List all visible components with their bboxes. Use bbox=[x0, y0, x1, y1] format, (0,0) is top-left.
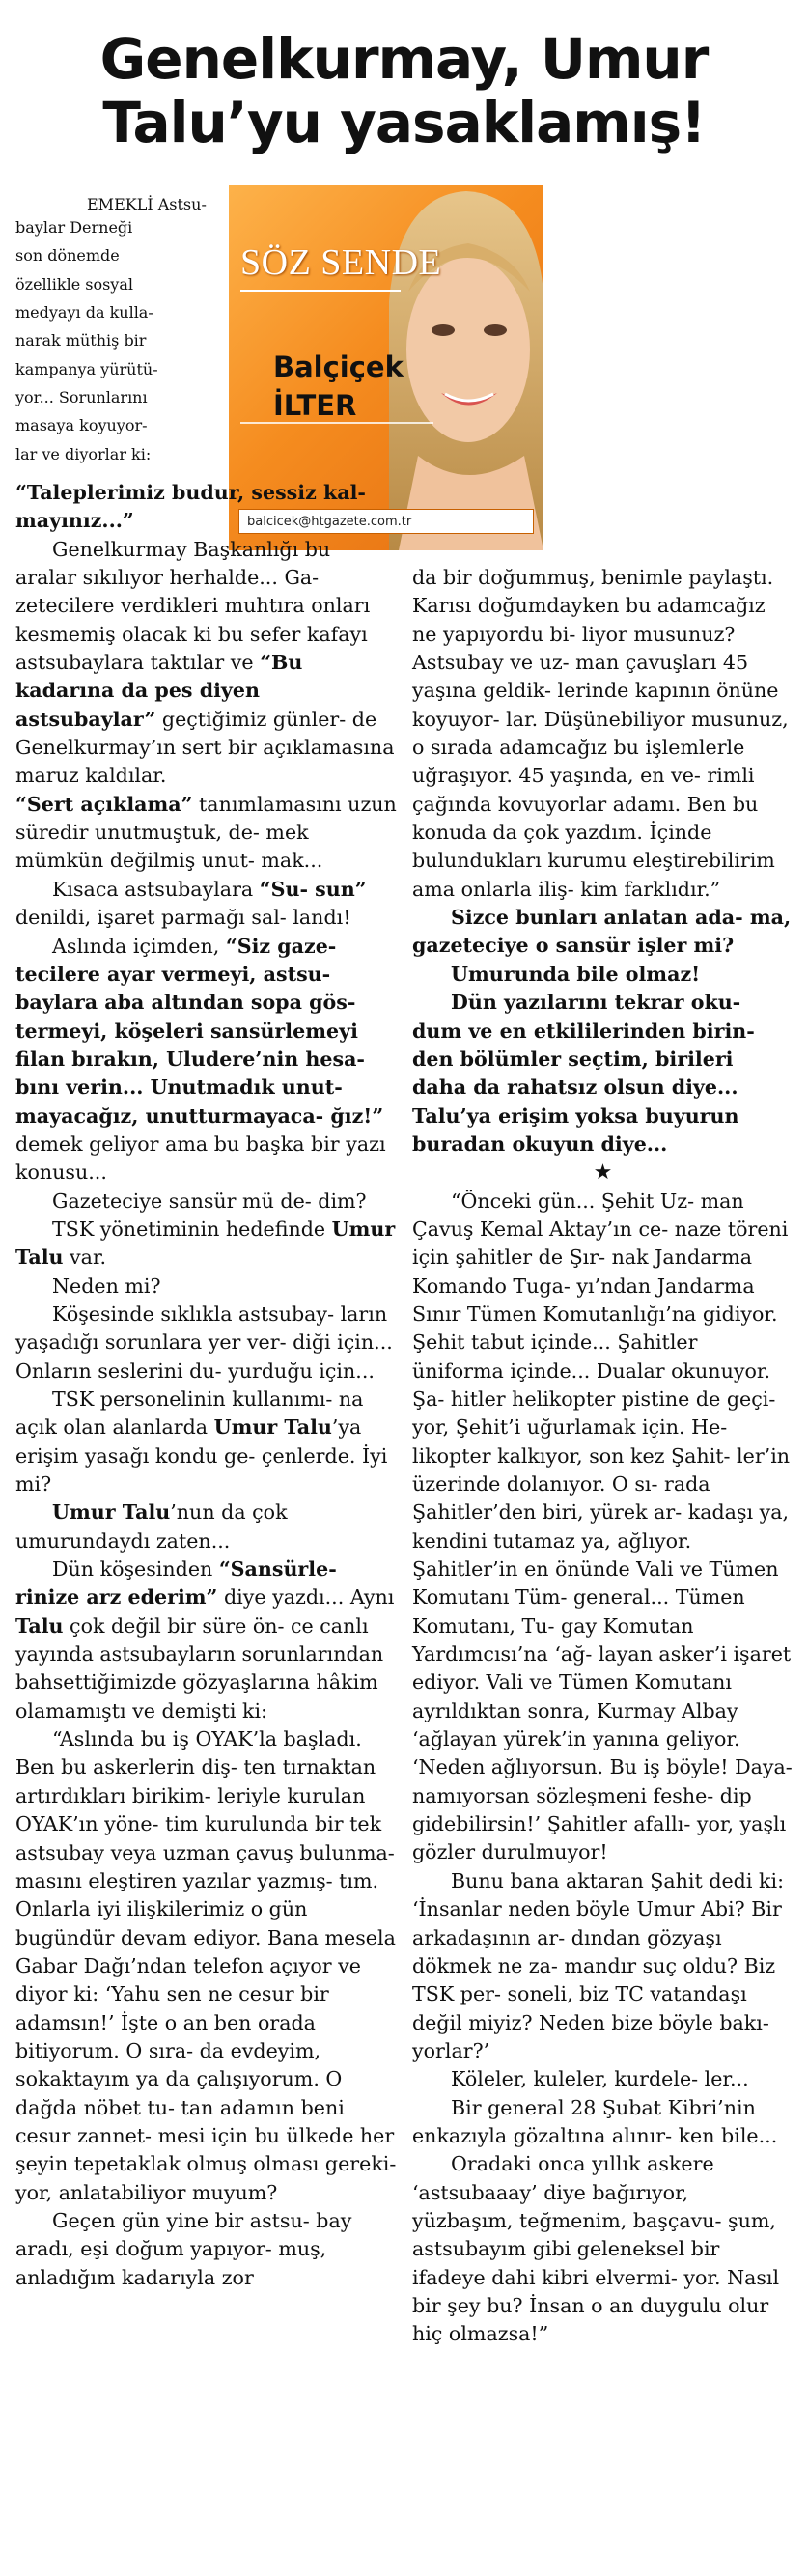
paragraph bbox=[15, 536, 397, 791]
article-headline bbox=[19, 27, 789, 154]
paragraph-text: tanımlamasını uzun süredir unutmuştuk, de- mek mümkün değilmiş unut- mak... bbox=[15, 792, 397, 873]
intro-line: lar ve diyorlar ki: bbox=[15, 444, 152, 463]
intro-line: baylar Derneği bbox=[15, 218, 133, 237]
column-right bbox=[412, 564, 794, 2349]
paragraph bbox=[412, 961, 794, 989]
paragraph bbox=[15, 1498, 397, 1555]
paragraph bbox=[412, 2065, 794, 2093]
paragraph bbox=[15, 1725, 397, 2207]
paragraph-text: geçtiğimiz günler- de Genelkurmay’ın sert bir açıklamasına maruz kaldılar. bbox=[15, 707, 395, 788]
paragraph-text: “Aslında bu iş OYAK’la başladı. Ben bu askerlerin diş- ten tırnaktan artırdıkları birikim- leriyle kurulan OYAK’ın yöne- tim kurulunda bir tek astsubay veya uzman çavuş bulunma- masını eleştiren yazılar yazmış- tım. Onlarla iyi ilişkilerimiz o gün bugündür devam ediyor. Bana mesela Gabar Dağı’ndan telefon açıyor ve diyor ki: ‘Yahu sen ne cesur bir adamsın!’ İşte o an ben orada bitiyorum. O sıra- da evdeyim, sokaktayım ya da çalışıyorum. O dağda nöbet tu- tan adamın beni cesur zannet- mesi için bu ülkede her şeyin tepetaklak olmuş olması gereki- yor, anlatabiliyor muyum? bbox=[15, 1727, 397, 2204]
bold-phrase: “Sansürle- rinize arz ederim” bbox=[15, 1557, 337, 1610]
paragraph-text: Aslında içimden, bbox=[52, 934, 220, 958]
paragraph-text: Genelkurmay Başkanlığı bu aralar sıkılıyor herhalde... Ga- zetecilere verdikleri muhtıra onları kesmemiş olacak ki bu sefer kafayı astsubaylara taktılar ve bbox=[15, 537, 371, 675]
column-left bbox=[15, 479, 397, 2292]
paragraph bbox=[412, 1188, 794, 1867]
paragraph bbox=[412, 989, 794, 1159]
paragraph-text: ’nun da çok umurundaydı zaten... bbox=[15, 1500, 288, 1553]
bold-answer: Umurunda bile olmaz! bbox=[451, 962, 701, 986]
paragraph-text: Bir general 28 Şubat Kibri’nin enkazıyla gözaltına alınır- ken bile... bbox=[412, 2095, 778, 2147]
headline-line-2: Talu’yu yasaklamış! bbox=[102, 90, 706, 155]
star-divider-icon: ★ bbox=[593, 1161, 613, 1186]
intro-line: yor... Sorunlarını bbox=[15, 388, 148, 407]
paragraph-text: Köleler, kuleler, kurdele- ler... bbox=[451, 2067, 749, 2091]
headline-line-1: Genelkurmay, Umur bbox=[99, 26, 709, 92]
bold-phrase: “Siz gaze- tecilere ayar vermeyi, astsu- baylara aba altından sopa gös- termeyi, köşeleri sansürlemeyi filan bırakın, Uludere’nin hesa- bını verin... Unutmadık unut- mayacağız, unutturmayaca- ğız!” bbox=[15, 934, 384, 1128]
paragraph-text: çok değil bir süre ön- ce canlı yayında astsubayların sorunlarından bahsettiğimizde gözyaşlarına hâkim olamamıştı ve demişti ki: bbox=[15, 1613, 384, 1722]
paragraph-text: Geçen gün yine bir astsu- bay aradı, eşi doğum yapıyor- muş, anladığım kadarıyla zor bbox=[15, 2208, 352, 2289]
paragraph bbox=[15, 876, 397, 933]
paragraph bbox=[15, 2207, 397, 2292]
column-brand: SÖZ SENDE bbox=[240, 242, 442, 283]
paragraph bbox=[412, 1867, 794, 2065]
author-last-name: İLTER bbox=[273, 389, 357, 422]
paragraph-text: Bunu bana aktaran Şahit dedi ki: ‘İnsanlar neden böyle Umur Abi? Bir arkadaşının ar- dından gözyaşı dökmek ne za- mandır suç oldu? Biz TSK per- soneli, biz TC vatandaşı değil miyiz? Neden bize böyle bakı- yorlar?’ bbox=[412, 1868, 785, 2062]
bold-phrase: “Su- sun” bbox=[259, 877, 367, 901]
paragraph bbox=[412, 2150, 794, 2348]
paragraph-text: Neden mi? bbox=[52, 1274, 161, 1298]
paragraph-text: ’ya erişim yasağı kondu ge- çenlerde. İyi mi? bbox=[15, 1415, 388, 1497]
paragraph bbox=[412, 564, 794, 904]
bold-name: Talu bbox=[15, 1613, 64, 1638]
bold-name: Umur Talu bbox=[52, 1500, 171, 1525]
author-email: balcicek@htgazete.com.tr bbox=[238, 509, 534, 534]
intro-line: özellikle sosyal bbox=[15, 274, 133, 294]
paragraph-text: Oradaki onca yıllık askere ‘astsubaaay’ diye bağırıyor, yüzbaşım, teğmenim, başçavu- şum, astsubayım gibi geleneksel bir ifadeye dahi kibri elvermi- yor. Nasıl bir şey bu? İnsan o an duygulu olur hiç olmazsa!” bbox=[412, 2152, 780, 2346]
paragraph bbox=[412, 904, 794, 961]
paragraph bbox=[15, 1216, 397, 1273]
bold-phrase: “Sert açıklama” bbox=[15, 792, 193, 816]
paragraph-text: TSK personelinin kullanımı- na açık olan alanlarda bbox=[15, 1387, 364, 1440]
bold-paragraph: Dün yazılarını tekrar oku- dum ve en etkililerinden birin- den bölümler seçtim, birileri daha da rahatsız olsun diye... Talu’ya erişim yoksa buyurun buradan okuyun diye... bbox=[412, 991, 755, 1156]
bold-quote: “Taleplerimiz budur, sessiz kal- mayınız...” bbox=[15, 481, 366, 533]
paragraph bbox=[15, 1273, 397, 1301]
paragraph-text: denildi, işaret parmağı sal- landı! bbox=[15, 906, 351, 930]
bold-name: Umur Talu bbox=[15, 1217, 396, 1270]
paragraph-text: “Önceki gün... Şehit Uz- man Çavuş Kemal Aktay’ın ce- naze töreni için şahitler de Şır- nak Jandarma Komando Tuga- yı’ndan Jandarma Sınır Tümen Komutanlığı’na gidiyor. Şehit tabut içinde... Şahitler üniforma içinde... Dualar okunuyor. Şa- hitler helikopter pistine de geçi- yor, Şehit’i uğurlamak için. He- likopter kalkıyor, son kez Şahit- ler’in üzerinde dolanıyor. O sı- rada Şahitler’den biri, yürek ar- kadaşı ya, kendini tutamaz ya, ağlıyor. Şahitler’in en önünde Vali ve Tümen Komutanı Tüm- general... Tümen Komutanı, Tu- gay Komutan Yardımcısı’na ‘ağ- layan asker’i işaret ediyor. Vali ve Tümen Komutanı ayrıldıktan sonra, Kurmay Albay ‘ağlayan yürek’in yanına geliyor. ‘Neden ağlıyorsun. Bu iş böyle! Daya- namıyorsan sözleşmeni feshe- dip gidebilirsin!’ Şahitler afallı- yor, yaşlı gözler durulmuyor! bbox=[412, 1189, 793, 1864]
paragraph-text: demek geliyor ama bu başka bir yazı konusu... bbox=[15, 1132, 386, 1185]
paragraph-text: Kısaca astsubaylara bbox=[52, 877, 254, 901]
intro-line: medyayı da kulla- bbox=[15, 303, 153, 322]
bold-name: Umur Talu bbox=[213, 1415, 332, 1440]
paragraph bbox=[15, 1301, 397, 1386]
paragraph bbox=[15, 1188, 397, 1216]
intro-wrapped-lines bbox=[15, 195, 397, 479]
bold-phrase: “Bu kadarına da pes diyen astsubaylar” bbox=[15, 651, 303, 731]
intro-line: kampanya yürütü- bbox=[15, 359, 158, 378]
paragraph-text: Gazeteciye sansür mü de- dim? bbox=[52, 1189, 367, 1213]
paragraph bbox=[15, 479, 397, 536]
intro-line: son dönemde bbox=[15, 246, 120, 266]
paragraph bbox=[15, 791, 397, 876]
intro-line: masaya koyuyor- bbox=[15, 416, 148, 435]
bold-question: Sizce bunları anlatan ada- ma, gazeteciye o sansür işler mi? bbox=[412, 906, 792, 958]
paragraph-text: TSK yönetiminin hedefinde bbox=[52, 1217, 326, 1241]
paragraph bbox=[15, 1386, 397, 1498]
paragraph-text: da bir doğummuş, benimle paylaştı. Karısı doğumdayken bu adamcağız ne yapıyordu bi- liyor musunuz? Astsubay ve uz- man çavuşları 45 yaşına geldik- lerinde kapının önüne koyuyor- lar. Düşünebiliyor musunuz, o sırada adamcağız bu işlemlerle uğraşıyor. 45 yaşında, en ve- rimli çağında kovuyorlar adamı. Ben bu konuda da çok yazdım. İçinde bulundukları kurumu eleştirebilirim ama onlarla iliş- kim farklıdır.” bbox=[412, 566, 789, 901]
paragraph bbox=[412, 2094, 794, 2151]
intro-line: narak müthiş bir bbox=[15, 331, 147, 350]
paragraph-text: diye yazdı... Aynı bbox=[223, 1585, 395, 1610]
paragraph bbox=[15, 933, 397, 1188]
intro-line: EMEKLİ Astsu- bbox=[87, 195, 207, 213]
author-first-name: Balçiçek bbox=[273, 350, 404, 383]
paragraph-text: Dün köşesinden bbox=[52, 1557, 213, 1582]
paragraph-text: Köşesinde sıklıkla astsubay- ların yaşadığı sorunlara yer ver- diği için... Onların seslerini du- yurduğu için... bbox=[15, 1302, 393, 1383]
paragraph bbox=[15, 1555, 397, 1725]
paragraph-text: var. bbox=[70, 1246, 107, 1270]
